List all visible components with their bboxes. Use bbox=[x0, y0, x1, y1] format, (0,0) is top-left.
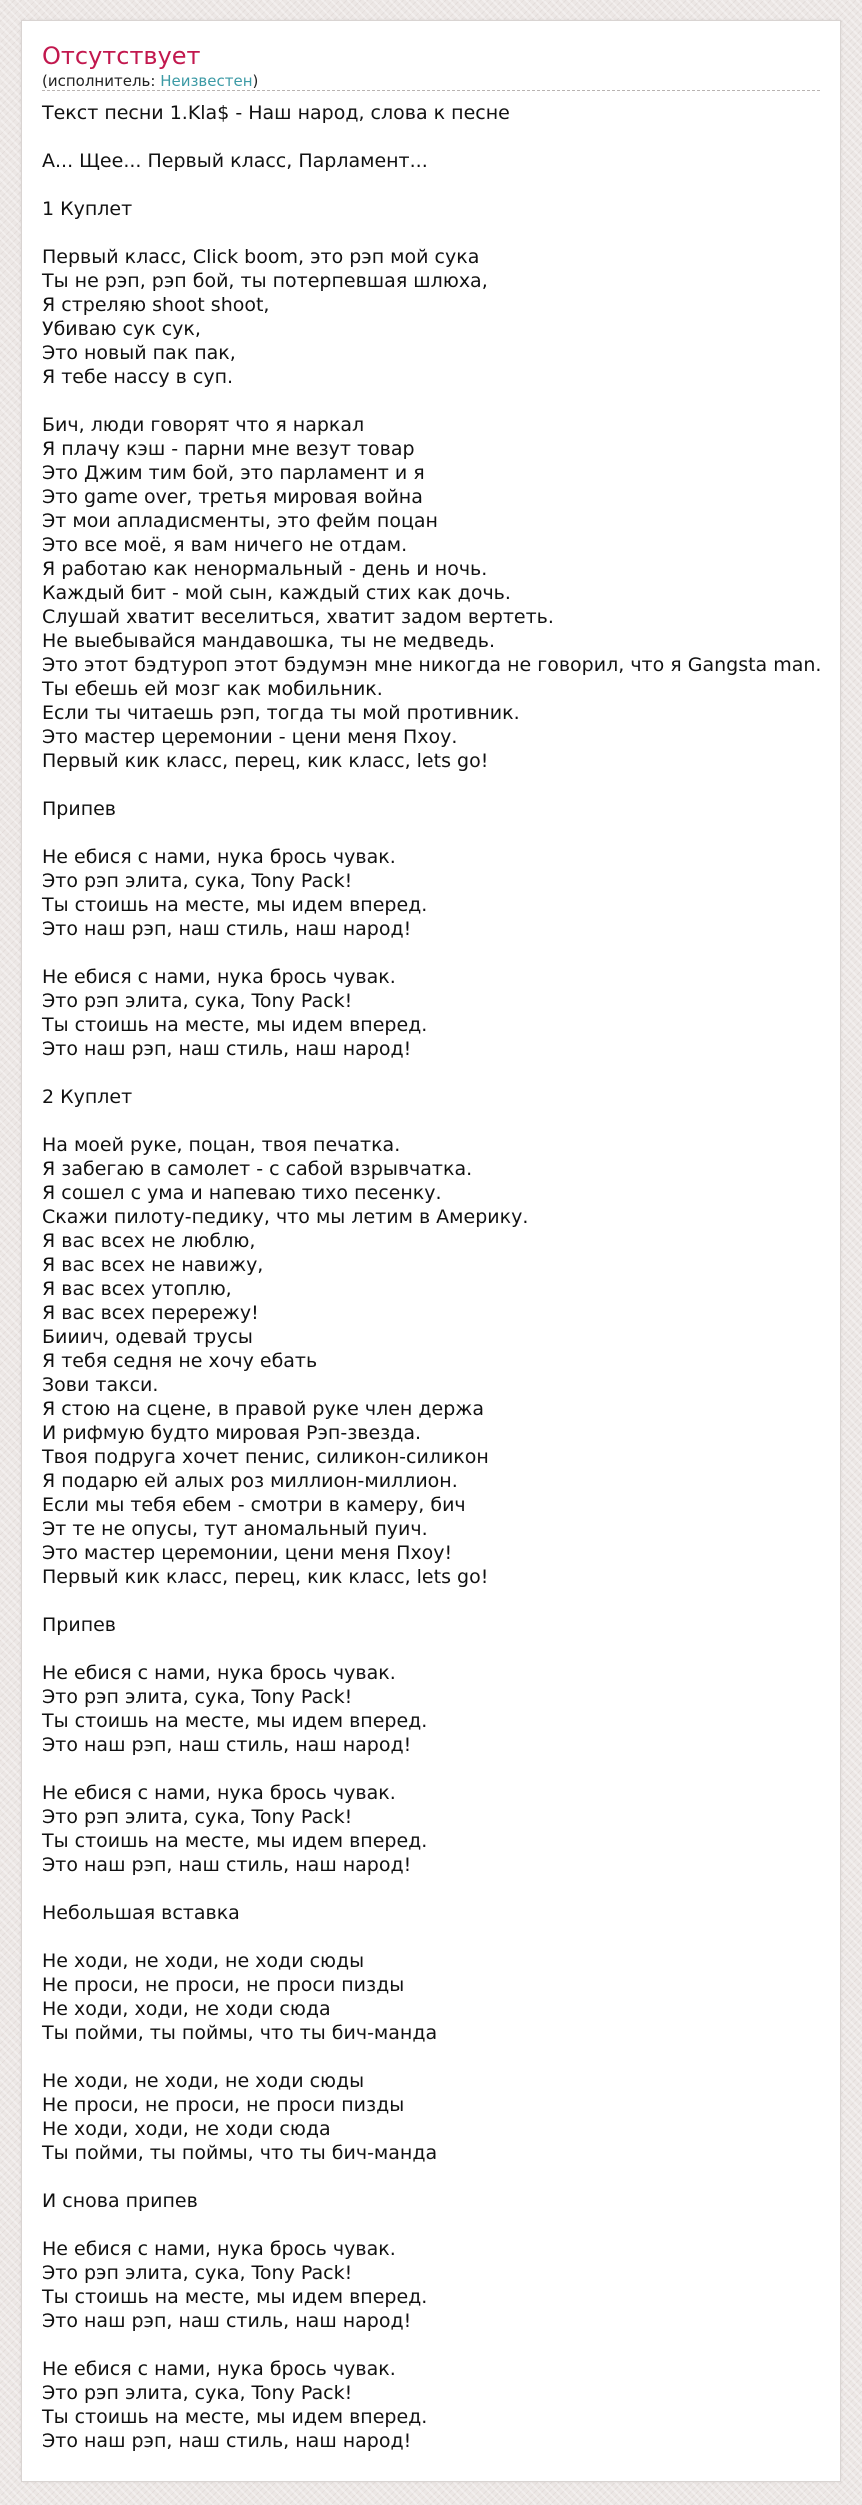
artist-suffix: ) bbox=[252, 72, 259, 90]
lyric-line: Каждый бит - мой сын, каждый стих как дочь. bbox=[42, 582, 511, 604]
lyric-line: Ты не рэп, рэп бой, ты потерпевшая шлюха, bbox=[42, 270, 488, 292]
lyric-line: Не ходи, ходи, не ходи сюда bbox=[42, 1998, 331, 2020]
lyric-line: Небольшая вставка bbox=[42, 1902, 240, 1924]
lyric-line: Я вас всех утоплю, bbox=[42, 1278, 232, 1300]
lyrics-card bbox=[21, 20, 841, 2482]
lyric-line bbox=[42, 1109, 841, 1133]
lyric-line: Это наш рэп, наш стиль, наш народ! bbox=[42, 1734, 412, 1756]
lyric-line: Я забегаю в самолет - с сабой взрывчатка. bbox=[42, 1158, 473, 1180]
lyric-line: 2 Куплет bbox=[42, 1086, 133, 1108]
lyric-line: Зови такси. bbox=[42, 1374, 159, 1396]
lyric-line: Эт те не опусы, тут аномальный пуич. bbox=[42, 1518, 428, 1540]
lyric-line: Ты пойми, ты поймы, что ты бич-манда bbox=[42, 2142, 438, 2164]
lyric-line: Я работаю как ненормальный - день и ночь. bbox=[42, 558, 488, 580]
lyric-line: Не ебися с нами, нука брось чувак. bbox=[42, 1782, 396, 1804]
lyric-line: Это рэп элита, сука, Tony Pack! bbox=[42, 1806, 353, 1828]
lyric-line: Я подарю ей алых роз миллион-миллион. bbox=[42, 1470, 458, 1492]
lyric-line: Ты стоишь на месте, мы идем вперед. bbox=[42, 2406, 428, 2428]
lyric-line bbox=[42, 2213, 841, 2237]
lyric-line: Убиваю сук сук, bbox=[42, 318, 201, 340]
lyric-line: Это game over, третья мировая война bbox=[42, 486, 423, 508]
lyric-line: Это новый пак пак, bbox=[42, 342, 236, 364]
lyric-line bbox=[42, 1589, 841, 1613]
lyric-line: Текст песни 1.Kla$ - Наш народ, слова к песне bbox=[42, 102, 510, 124]
lyric-line: И рифмую будто мировая Рэп-звезда. bbox=[42, 1422, 422, 1444]
lyric-line: А... Щее... Первый класс, Парламент... bbox=[42, 150, 428, 172]
lyric-line: Бииич, одевай трусы bbox=[42, 1326, 253, 1348]
lyric-line: Это мастер церемонии, цени меня Пхоу! bbox=[42, 1542, 453, 1564]
lyric-line: Ты стоишь на месте, мы идем вперед. bbox=[42, 1830, 428, 1852]
lyric-line bbox=[42, 1877, 841, 1901]
lyric-line: Это мастер церемонии - цени меня Пхоу. bbox=[42, 726, 458, 748]
artist-link[interactable]: Неизвестен bbox=[160, 72, 253, 90]
lyric-line bbox=[42, 1637, 841, 1661]
lyrics-text bbox=[42, 101, 841, 2453]
lyric-line: 1 Куплет bbox=[42, 198, 133, 220]
lyric-line: Это рэп элита, сука, Tony Pack! bbox=[42, 1686, 353, 1708]
lyric-line: Первый класс, Click boom, это рэп мой сука bbox=[42, 246, 480, 268]
lyric-line: Если мы тебя ебем - смотри в камеру, бич bbox=[42, 1494, 466, 1516]
lyric-line: Я тебе нассу в суп. bbox=[42, 366, 234, 388]
lyric-line: Не ебися с нами, нука брось чувак. bbox=[42, 2358, 396, 2380]
lyric-line: Я вас всех перережу! bbox=[42, 1302, 259, 1324]
lyric-line: Не ебися с нами, нука брось чувак. bbox=[42, 846, 396, 868]
lyric-line: Ты стоишь на месте, мы идем вперед. bbox=[42, 1014, 428, 1036]
lyric-line: Это рэп элита, сука, Tony Pack! bbox=[42, 2262, 353, 2284]
lyric-line: Ты пойми, ты поймы, что ты бич-манда bbox=[42, 2022, 438, 2044]
lyric-line: Припев bbox=[42, 1614, 117, 1636]
lyric-line: Это наш рэп, наш стиль, наш народ! bbox=[42, 2310, 412, 2332]
lyric-line: На моей руке, поцан, твоя печатка. bbox=[42, 1134, 401, 1156]
lyric-line: Это Джим тим бой, это парламент и я bbox=[42, 462, 425, 484]
lyric-line: Ты стоишь на месте, мы идем вперед. bbox=[42, 894, 428, 916]
lyric-line: Не ебися с нами, нука брось чувак. bbox=[42, 966, 396, 988]
lyric-line: Ты стоишь на месте, мы идем вперед. bbox=[42, 1710, 428, 1732]
lyric-line: Я стою на сцене, в правой руке член держа bbox=[42, 1398, 485, 1420]
lyric-line: Это этот бэдтуроп этот бэдумэн мне никогда не говорил, что я Gangsta man. bbox=[42, 654, 822, 676]
song-title: Отсутствует bbox=[42, 42, 201, 70]
lyric-line: Не ходи, ходи, не ходи сюда bbox=[42, 2118, 331, 2140]
lyric-line: Это все моё, я вам ничего не отдам. bbox=[42, 534, 408, 556]
lyric-line: Скажи пилоту-педику, что мы летим в Америку. bbox=[42, 1206, 529, 1228]
lyric-line: Твоя подруга хочет пенис, силикон-силикон bbox=[42, 1446, 489, 1468]
lyric-line bbox=[42, 173, 841, 197]
lyric-line bbox=[42, 941, 841, 965]
lyric-line: Не ходи, не ходи, не ходи сюды bbox=[42, 2070, 365, 2092]
lyric-line: Эт мои апладисменты, это фейм поцан bbox=[42, 510, 438, 532]
lyric-line: Я сошел с ума и напеваю тихо песенку. bbox=[42, 1182, 442, 1204]
lyric-line: Ты стоишь на месте, мы идем вперед. bbox=[42, 2286, 428, 2308]
lyric-line bbox=[42, 2165, 841, 2189]
header-divider bbox=[42, 90, 820, 91]
lyric-line: Это наш рэп, наш стиль, наш народ! bbox=[42, 918, 412, 940]
lyric-line: Не выебывайся мандавошка, ты не медведь. bbox=[42, 630, 495, 652]
lyric-line bbox=[42, 2045, 841, 2069]
lyric-line: Если ты читаешь рэп, тогда ты мой противник. bbox=[42, 702, 520, 724]
lyric-line: Бич, люди говорят что я наркал bbox=[42, 414, 365, 436]
lyric-line bbox=[42, 389, 841, 413]
lyric-line: Я плачу кэш - парни мне везут товар bbox=[42, 438, 415, 460]
lyric-line: Ты ебешь ей мозг как мобильник. bbox=[42, 678, 383, 700]
lyric-line: Не ходи, не ходи, не ходи сюды bbox=[42, 1950, 365, 1972]
lyric-line bbox=[42, 2333, 841, 2357]
lyric-line: Это наш рэп, наш стиль, наш народ! bbox=[42, 2430, 412, 2452]
lyric-line bbox=[42, 1061, 841, 1085]
lyric-line: Не ебися с нами, нука брось чувак. bbox=[42, 2238, 396, 2260]
lyric-line: Не проси, не проси, не проси пизды bbox=[42, 1974, 405, 1996]
lyric-line: Это наш рэп, наш стиль, наш народ! bbox=[42, 1038, 412, 1060]
lyric-line: Припев bbox=[42, 798, 117, 820]
lyric-line bbox=[42, 125, 841, 149]
lyric-line bbox=[42, 821, 841, 845]
lyric-line: Это рэп элита, сука, Tony Pack! bbox=[42, 2382, 353, 2404]
lyric-line: Я тебя седня не хочу ебать bbox=[42, 1350, 318, 1372]
artist-line bbox=[42, 71, 258, 91]
lyric-line: Я вас всех не навижу, bbox=[42, 1254, 264, 1276]
lyric-line bbox=[42, 221, 841, 245]
lyric-line: Первый кик класс, перец, кик класс, lets go! bbox=[42, 1566, 489, 1588]
lyric-line: Слушай хватит веселиться, хватит задом вертеть. bbox=[42, 606, 554, 628]
lyric-line: И снова припев bbox=[42, 2190, 198, 2212]
lyric-line: Это рэп элита, сука, Tony Pack! bbox=[42, 870, 353, 892]
artist-prefix: (исполнитель: bbox=[42, 72, 161, 90]
lyric-line bbox=[42, 773, 841, 797]
lyric-line: Я вас всех не люблю, bbox=[42, 1230, 256, 1252]
lyric-line bbox=[42, 1925, 841, 1949]
lyric-line: Это наш рэп, наш стиль, наш народ! bbox=[42, 1854, 412, 1876]
lyric-line: Не ебися с нами, нука брось чувак. bbox=[42, 1662, 396, 1684]
lyric-line bbox=[42, 1757, 841, 1781]
lyric-line: Я стреляю shoot shoot, bbox=[42, 294, 270, 316]
lyric-line: Это рэп элита, сука, Tony Pack! bbox=[42, 990, 353, 1012]
lyric-line: Не проси, не проси, не проси пизды bbox=[42, 2094, 405, 2116]
lyric-line: Первый кик класс, перец, кик класс, lets go! bbox=[42, 750, 489, 772]
